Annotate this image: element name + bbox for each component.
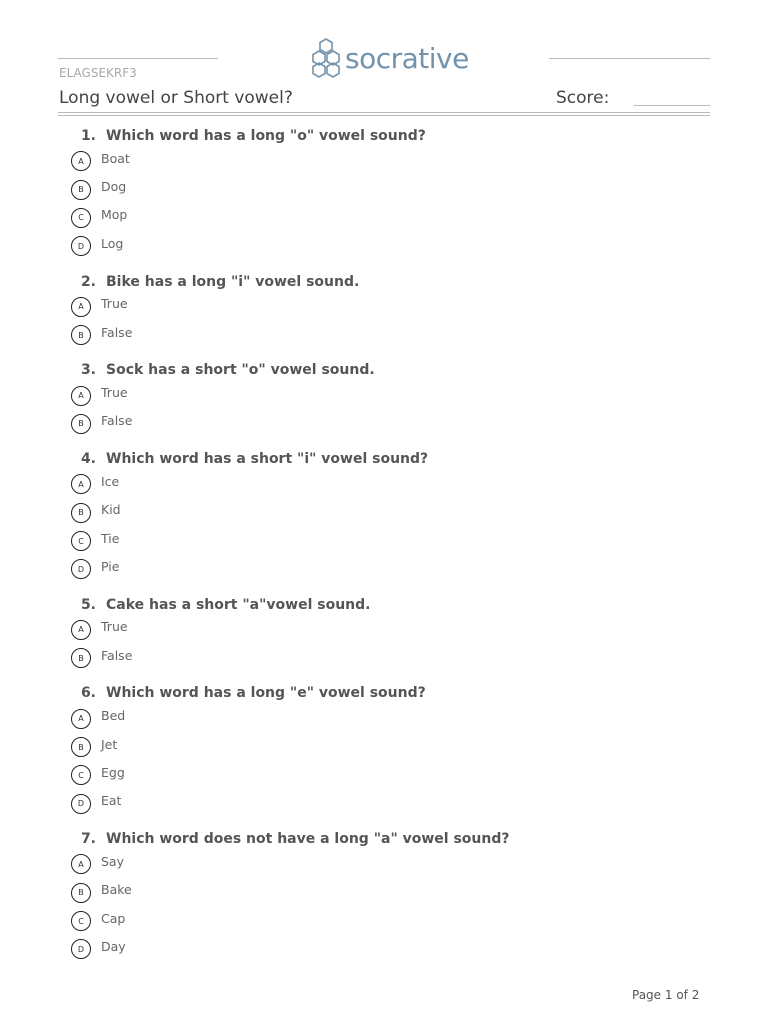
choice-text: Egg [101, 764, 125, 780]
choice-text: Mop [101, 207, 128, 223]
choice-bubble[interactable]: C [71, 765, 91, 785]
answer-choice[interactable] [70, 644, 720, 672]
answer-choice[interactable] [70, 204, 720, 232]
question-heading [70, 125, 720, 147]
choice-text: True [101, 296, 128, 312]
title-underline [58, 112, 710, 113]
choice-text: Day [101, 938, 126, 954]
answer-choice[interactable] [70, 850, 720, 878]
answer-choice[interactable] [70, 616, 720, 644]
choice-text: Log [101, 235, 124, 251]
choice-text: Ice [101, 473, 120, 489]
page-number: Page 1 of 2 [632, 988, 700, 1002]
question-text: Sock has a short "o" vowel sound. [106, 362, 375, 379]
question-4 [70, 448, 720, 584]
question-number: 1. [80, 128, 96, 144]
question-heading [70, 359, 720, 381]
choice-bubble[interactable]: A [71, 297, 91, 317]
answer-choice[interactable] [70, 907, 720, 935]
choice-text: False [101, 647, 133, 663]
question-text: Bike has a long "i" vowel sound. [106, 273, 360, 290]
answer-choice[interactable] [70, 175, 720, 203]
choice-text: False [101, 413, 133, 429]
question-text: Which word does not have a long "a" vowel sound? [106, 831, 510, 848]
question-number: 6. [80, 685, 96, 702]
choice-bubble[interactable]: A [71, 854, 91, 874]
question-5 [70, 594, 720, 673]
choice-bubble[interactable]: B [71, 648, 91, 668]
question-1 [70, 125, 720, 261]
question-6 [70, 682, 720, 818]
question-number: 4. [80, 451, 96, 468]
question-text: Which word has a long "e" vowel sound? [106, 685, 426, 702]
choice-bubble[interactable]: A [71, 386, 91, 406]
answer-choice[interactable] [70, 470, 720, 498]
answer-choice[interactable] [70, 527, 720, 555]
answer-choice[interactable] [70, 147, 720, 175]
choice-text: Bed [101, 708, 126, 724]
question-3 [70, 359, 720, 438]
answer-choice[interactable] [70, 733, 720, 761]
choice-text: Tie [101, 530, 120, 546]
question-7 [70, 828, 720, 964]
answer-choice[interactable] [70, 499, 720, 527]
choice-text: Pie [101, 558, 120, 574]
title-underline-2 [58, 115, 710, 116]
choice-bubble[interactable]: D [71, 559, 91, 579]
choice-bubble[interactable]: D [71, 794, 91, 814]
question-heading [70, 682, 720, 704]
choice-text: False [101, 324, 133, 340]
choice-bubble[interactable]: B [71, 180, 91, 200]
choice-bubble[interactable]: B [71, 325, 91, 345]
choice-bubble[interactable]: A [71, 620, 91, 640]
choice-bubble[interactable]: D [71, 236, 91, 256]
choice-bubble[interactable]: B [71, 737, 91, 757]
question-number: 3. [80, 362, 96, 379]
score-blank-line [634, 105, 710, 106]
choice-text: True [101, 619, 128, 635]
answer-choice[interactable] [70, 410, 720, 438]
brand-name: socrative [345, 41, 469, 75]
answer-choice[interactable] [70, 232, 720, 260]
answer-choice[interactable] [70, 704, 720, 732]
choice-bubble[interactable]: C [71, 911, 91, 931]
question-text: Which word has a short "i" vowel sound? [106, 451, 429, 468]
choice-text: Say [101, 853, 124, 869]
answer-choice[interactable] [70, 381, 720, 409]
question-text: Which word has a long "o" vowel sound? [106, 128, 426, 144]
choice-bubble[interactable]: B [71, 414, 91, 434]
quiz-code: ELAGSEKRF3 [59, 66, 137, 80]
answer-choice[interactable] [70, 761, 720, 789]
question-heading [70, 271, 720, 293]
hexagon-logo-icon [308, 37, 344, 79]
choice-bubble[interactable]: B [71, 503, 91, 523]
question-number: 7. [80, 831, 96, 848]
socrative-logo [308, 36, 469, 80]
choice-bubble[interactable]: C [71, 531, 91, 551]
choice-text: Kid [101, 502, 121, 518]
choice-bubble[interactable]: A [71, 151, 91, 171]
question-number: 2. [80, 273, 96, 290]
question-text: Cake has a short "a"vowel sound. [106, 596, 371, 613]
question-2 [70, 271, 720, 350]
answer-choice[interactable] [70, 790, 720, 818]
choice-bubble[interactable]: D [71, 939, 91, 959]
answer-choice[interactable] [70, 935, 720, 963]
choice-text: Cap [101, 910, 126, 926]
question-heading [70, 594, 720, 616]
question-number: 5. [80, 596, 96, 613]
header-rule-left [58, 58, 218, 59]
choice-text: Boat [101, 150, 130, 166]
question-heading [70, 448, 720, 470]
answer-choice[interactable] [70, 555, 720, 583]
header-rule-right [549, 58, 710, 59]
choice-text: Eat [101, 793, 122, 809]
answer-choice[interactable] [70, 293, 720, 321]
score-label: Score: [556, 88, 610, 108]
choice-text: Jet [101, 736, 118, 752]
answer-choice[interactable] [70, 878, 720, 906]
choice-text: Bake [101, 882, 132, 898]
answer-choice[interactable] [70, 321, 720, 349]
choice-bubble[interactable]: C [71, 208, 91, 228]
choice-bubble[interactable]: A [71, 474, 91, 494]
choice-bubble[interactable]: A [71, 709, 91, 729]
choice-text: Dog [101, 179, 127, 195]
question-list [70, 125, 720, 974]
choice-text: True [101, 385, 128, 401]
question-heading [70, 828, 720, 850]
quiz-title: Long vowel or Short vowel? [59, 88, 293, 108]
choice-bubble[interactable]: B [71, 883, 91, 903]
